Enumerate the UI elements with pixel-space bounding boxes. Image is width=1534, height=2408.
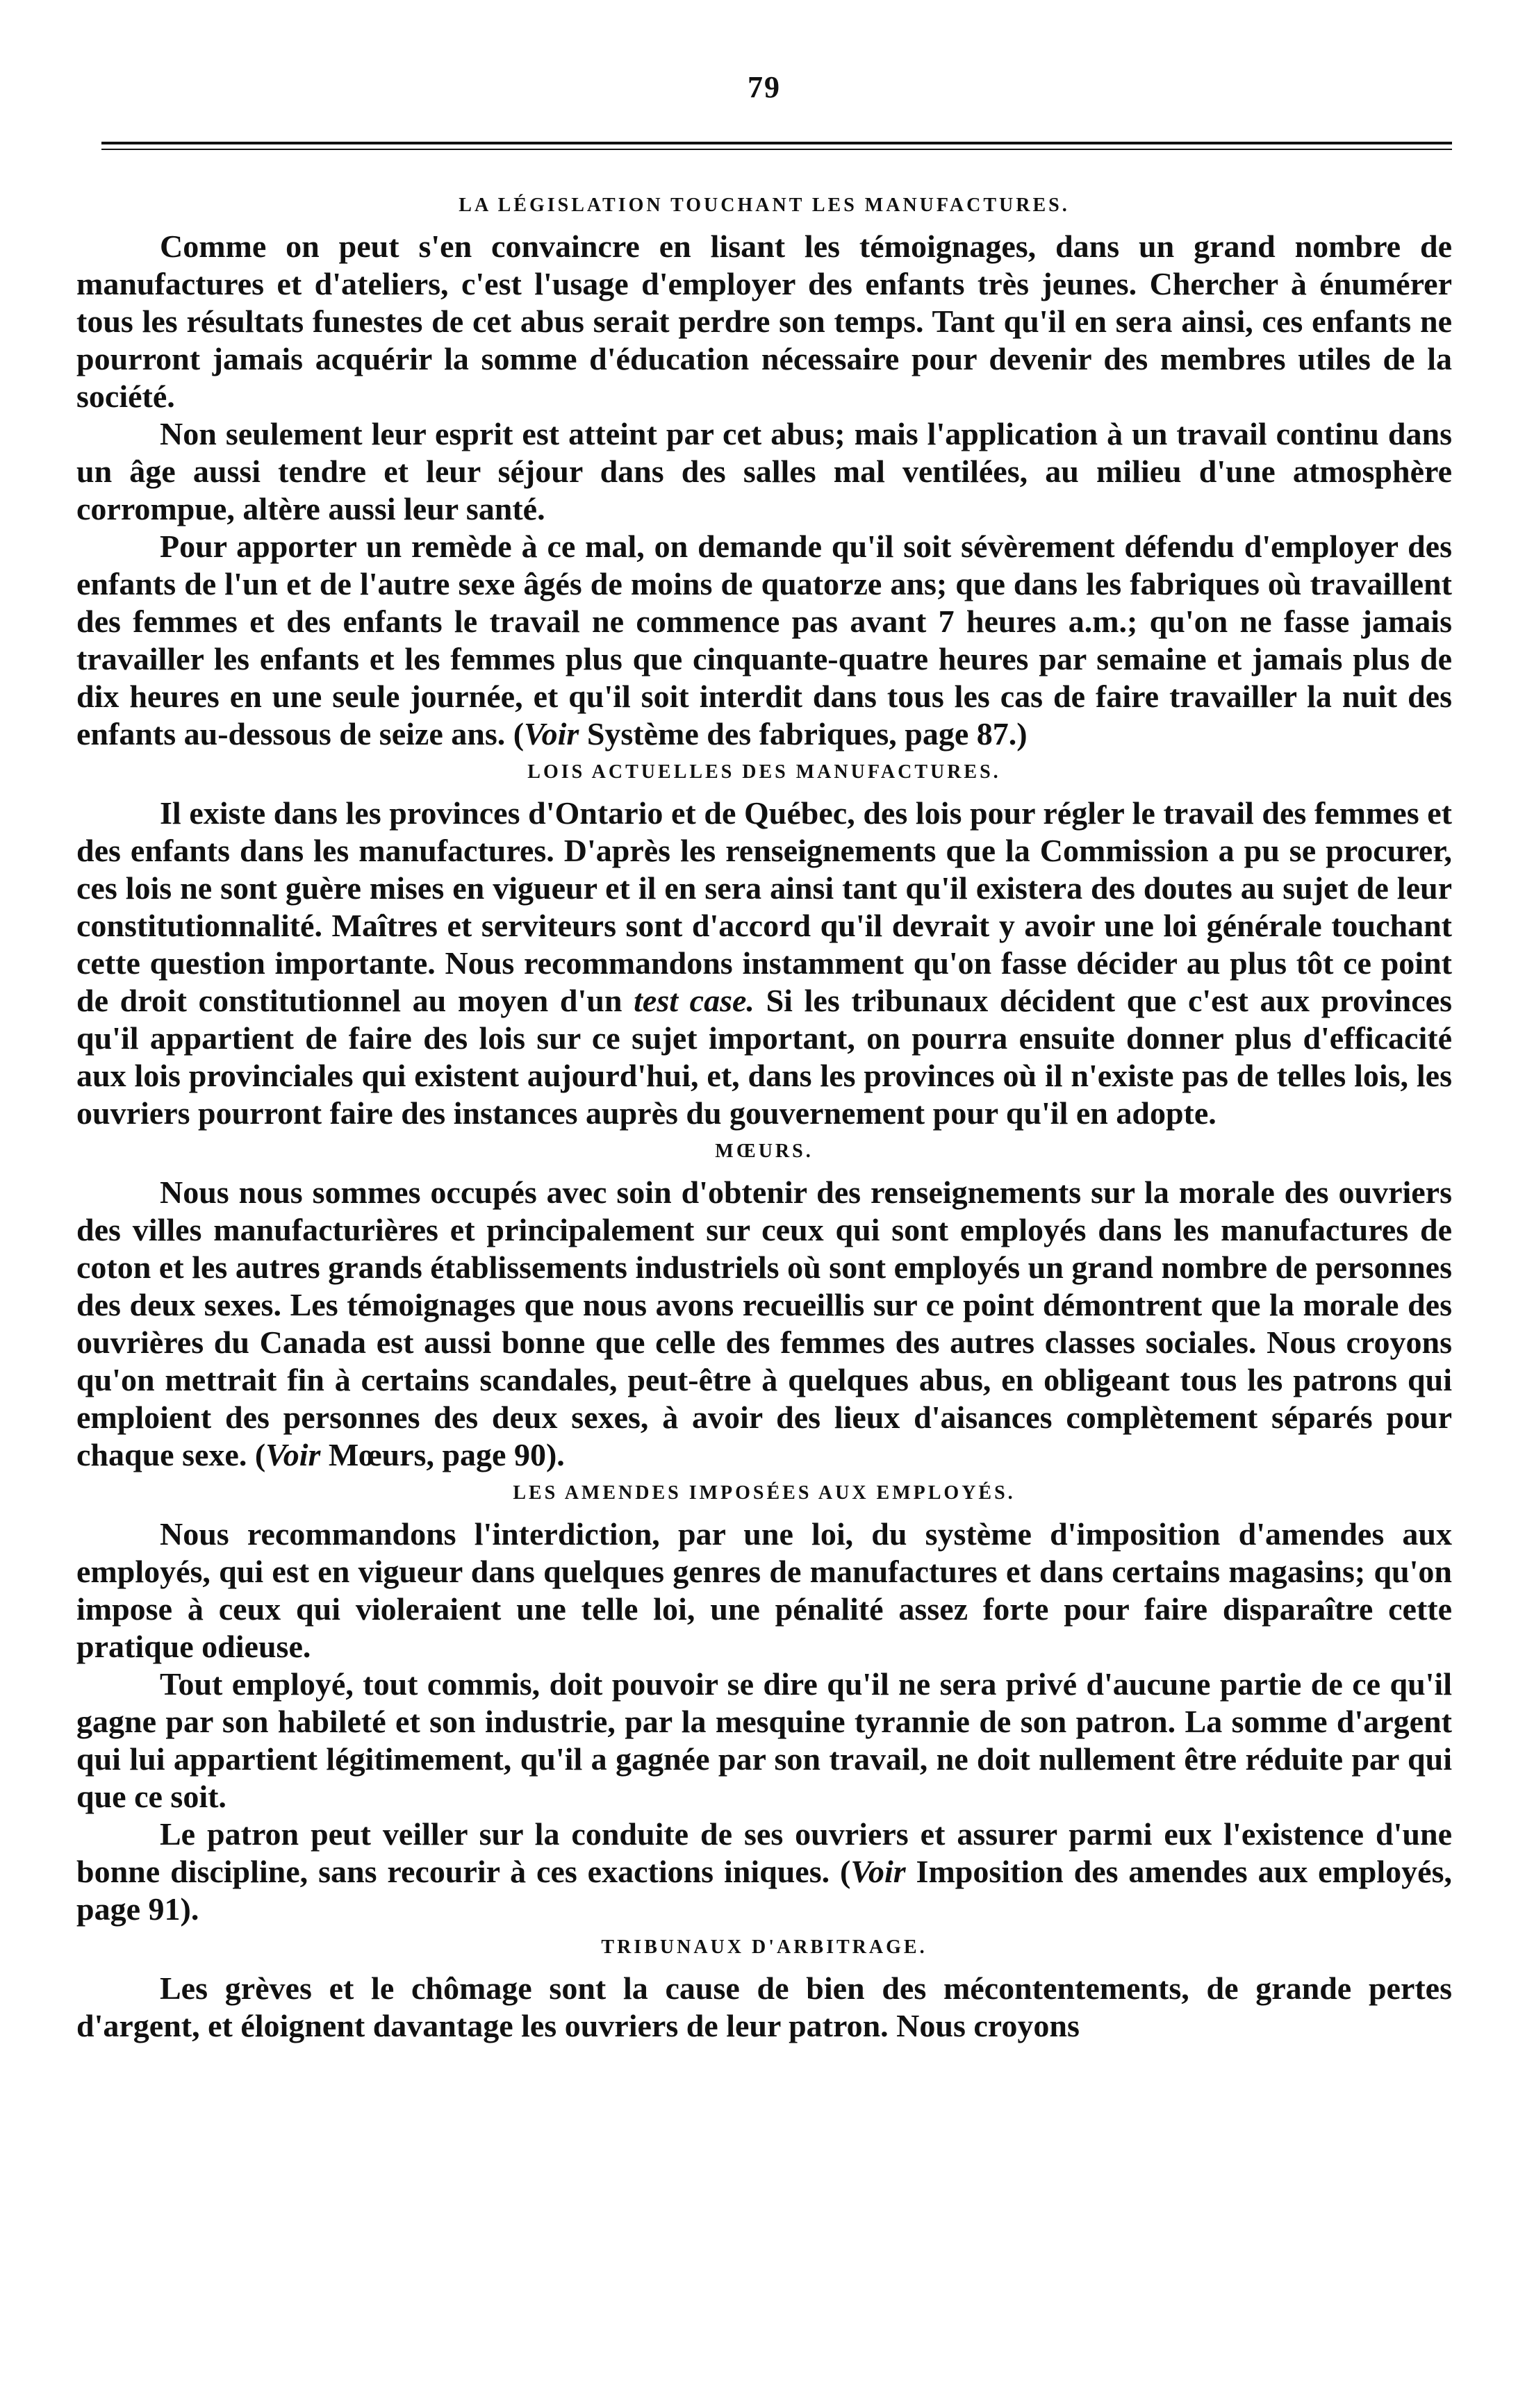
- paragraph: [76, 1816, 1452, 1928]
- section-heading-legislation: LA LÉGISLATION TOUCHANT LES MANUFACTURES.: [459, 194, 1070, 216]
- paragraph: Les grèves et le chômage sont la cause de bien des mécontentements, de grande pertes d'argent, et éloignent davantage les ouvriers de leur patron. Nous croyons: [76, 1970, 1452, 2043]
- italic-term: test case.: [634, 983, 754, 1018]
- paragraph-text: Il existe dans les provinces d'Ontario et de Québec, des lois pour régler le travail des femmes et des enfants dans les manufactures. D'après les renseignements que la Commission a pu se procurer, ces lois ne sont guère mises en vigueur et il en sera ainsi tant qu'il existera des doutes au sujet de leur constitutionnalité. Maîtres et serviteurs sont d'accord qu'il devrait y avoir une loi générale touchant cette question importante. Nous recommandons instamment qu'on fasse décider au plus tôt ce point de droit constitutionnel au moyen d'un: [76, 795, 1452, 1018]
- header-rule-thin: [101, 149, 1452, 150]
- page-content: [76, 186, 1452, 2045]
- paragraph-text: Nous nous sommes occupés avec soin d'obtenir des renseignements sur la morale des ouvriers des villes manufacturières et principalement sur ceux qui sont employés dans les manufactures de coton et les autres grands établissements industriels où sont employés un grand nombre de personnes des deux sexes. Les témoignages que nous avons recueillis sur ce point démontrent que la morale des ouvrières du Canada est aussi bonne que celle des femmes des autres classes sociales. Nous croyons qu'on mettrait fin à certains scandales, peut-être à quelques abus, en obligeant tous les patrons qui emploient des personnes des deux sexes, à avoir des lieux d'aisances complètement séparés pour chaque sexe. (: [76, 1174, 1452, 1472]
- paragraph-text: Pour apporter un remède à ce mal, on demande qu'il soit sévèrement défendu d'employer des enfants de l'un et de l'autre sexe âgés de moins de quatorze ans; que dans les fabriques où travaillent des femmes et des enfants le travail ne commence pas avant 7 heures a.m.; qu'on ne fasse jamais travailler les enfants et les femmes plus que cinquante-quatre heures par semaine et jamais plus de dix heures en une seule journée, et qu'il soit interdit dans tous les cas de faire travailler la nuit des enfants au-dessous de seize ans. (: [76, 529, 1452, 752]
- paragraph: [76, 795, 1452, 1132]
- paragraph: Comme on peut s'en convaincre en lisant les témoignages, dans un grand nombre de manufactures et d'ateliers, c'est l'usage d'employer des enfants très jeunes. Chercher à énumérer tous les résultats funestes de cet abus serait perdre son temps. Tant qu'il en sera ainsi, ces enfants ne pourront jamais acquérir la somme d'éducation nécessaire pour devenir des membres utiles de la société.: [76, 229, 1452, 414]
- paragraph: Tout employé, tout commis, doit pouvoir se dire qu'il ne sera privé d'aucune partie de ce qu'il gagne par son habileté et son industrie, par la mesquine tyrannie de son patron. La somme d'argent qui lui appartient légitimement, qu'il a gagnée par son travail, ne doit nullement être réduite par qui que ce soit.: [76, 1666, 1452, 1814]
- section-heading-arbitration: TRIBUNAUX D'ARBITRAGE.: [601, 1936, 927, 1958]
- header-rule-thick: [101, 142, 1452, 144]
- paragraph: Non seulement leur esprit est atteint par cet abus; mais l'application à un travail continu dans un âge aussi tendre et leur séjour dans des salles mal ventilées, au milieu d'une atmosphère corrompue, altère aussi leur santé.: [76, 416, 1452, 526]
- page-number: 79: [748, 70, 781, 104]
- paragraph-text: Si les tribunaux décident que c'est aux provinces qu'il appartient de faire des lois sur ce sujet important, on pourra ensuite donner plus d'efficacité aux lois provinciales qui existent aujourd'hui, et, dans les provinces où il n'existe pas de telles lois, les ouvriers pourront faire des instances auprès du gouvernement pour qu'il en adopte.: [76, 983, 1452, 1131]
- section-heading-morals: MŒURS.: [715, 1140, 814, 1162]
- reference-italic: Voir: [850, 1854, 906, 1889]
- paragraph-text: Le patron peut veiller sur la conduite de ses ouvriers et assurer parmi eux l'existence d'une bonne discipline, sans recourir à ces exactions iniques. (: [76, 1816, 1452, 1889]
- reference-text: Système des fabriques, page 87.): [579, 716, 1028, 752]
- reference-text: Imposition des amendes aux employés, page 91).: [76, 1854, 1452, 1927]
- section-heading-fines: LES AMENDES IMPOSÉES AUX EMPLOYÉS.: [513, 1482, 1016, 1504]
- reference-italic: Voir: [265, 1437, 321, 1472]
- reference-italic: Voir: [524, 716, 579, 752]
- section-heading-current-laws: LOIS ACTUELLES DES MANUFACTURES.: [527, 761, 1001, 783]
- paragraph: [76, 1174, 1452, 1474]
- paragraph: [76, 528, 1452, 753]
- reference-text: Mœurs, page 90).: [320, 1437, 565, 1472]
- paragraph: Nous recommandons l'interdiction, par une loi, du système d'imposition d'amendes aux employés, qui est en vigueur dans quelques genres de manufactures et dans certains magasins; qu'on impose à ceux qui violeraient une telle loi, une pénalité assez forte pour faire disparaître cette pratique odieuse.: [76, 1516, 1452, 1664]
